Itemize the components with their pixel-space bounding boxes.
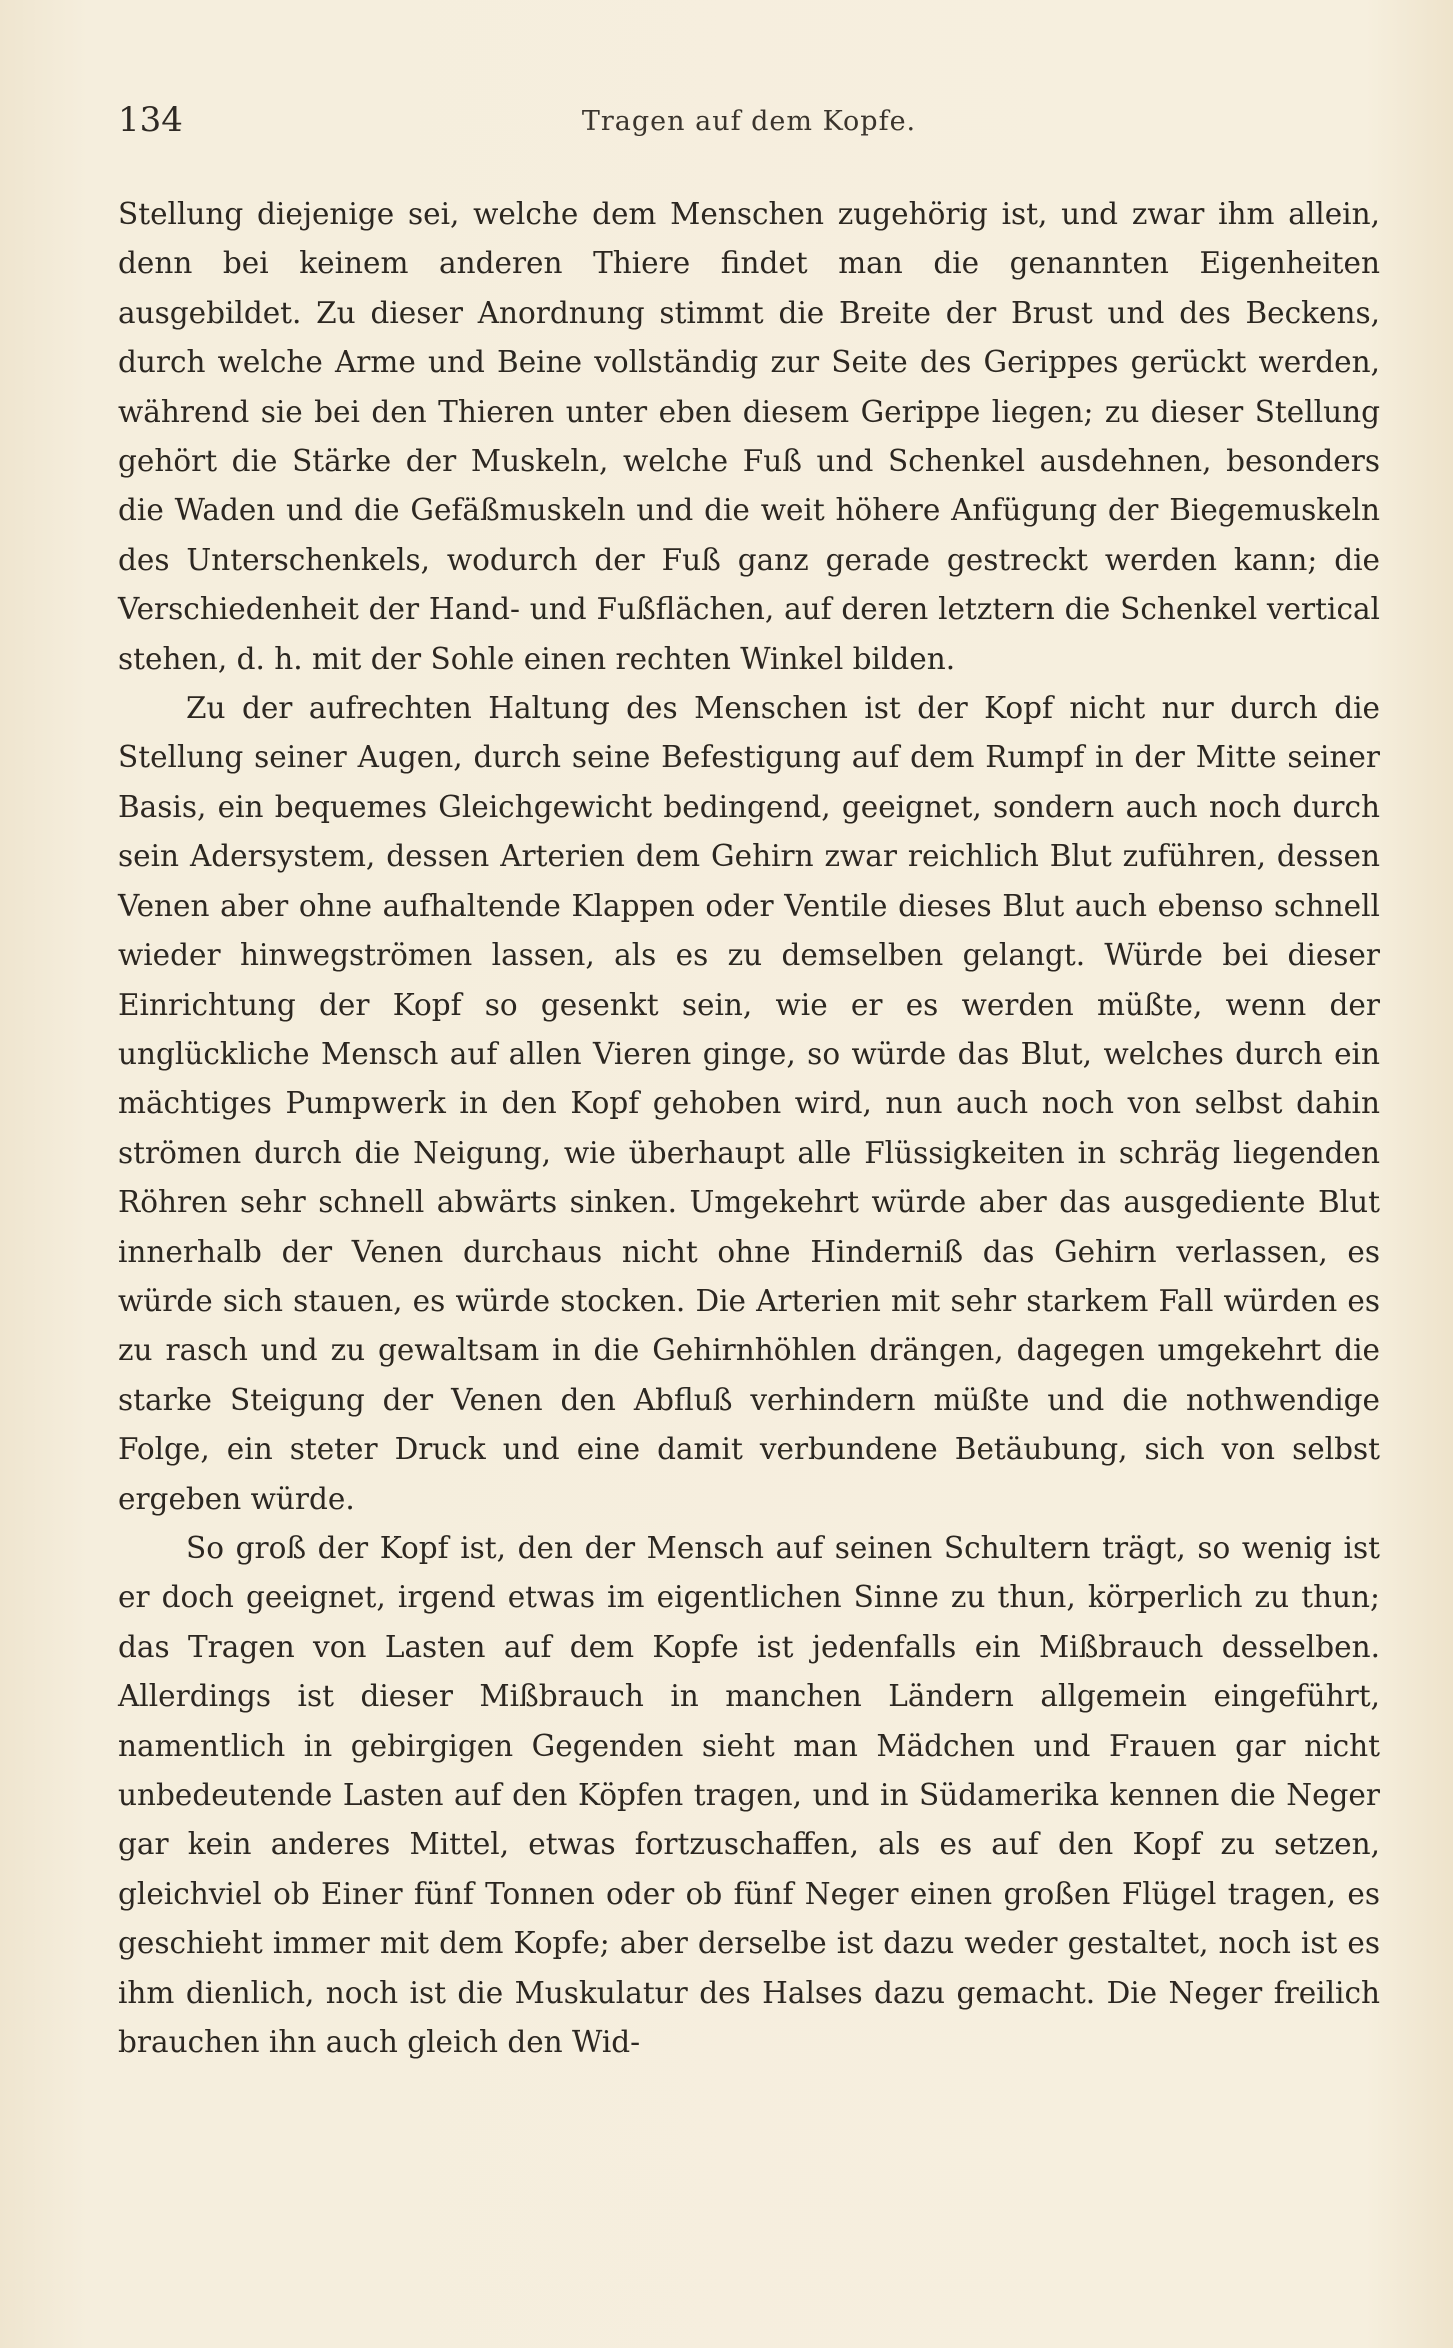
page-header bbox=[118, 100, 1380, 148]
body-text bbox=[118, 190, 1380, 2067]
paragraph-3: So groß der Kopf ist, den der Mensch auf seinen Schultern trägt, so wenig ist er doch geeignet, irgend etwas im eigentlichen Sinne zu thun, körperlich zu thun; das Tragen von Lasten auf dem Kopfe ist jedenfalls ein Mißbrauch desselben. Allerdings ist dieser Mißbrauch in manchen Ländern allgemein eingeführt, namentlich in gebirgigen Gegenden sieht man Mädchen und Frauen gar nicht unbedeutende Lasten auf den Köpfen tragen, und in Südamerika kennen die Neger gar kein anderes Mittel, etwas fortzuschaffen, als es auf den Kopf zu setzen, gleichviel ob Einer fünf Tonnen oder ob fünf Neger einen großen Flügel tragen, es geschieht immer mit dem Kopfe; aber derselbe ist dazu weder gestaltet, noch ist es ihm dienlich, noch ist die Muskulatur des Halses dazu gemacht. Die Neger freilich brauchen ihn auch gleich den Wid- bbox=[118, 1530, 1380, 2060]
page-number: 134 bbox=[118, 100, 183, 140]
paragraph-1: Stellung diejenige sei, welche dem Menschen zugehörig ist, und zwar ihm allein, denn bei keinem anderen Thiere findet man die genannten Eigenheiten ausgebildet. Zu dieser Anordnung stimmt die Breite der Brust und des Beckens, durch welche Arme und Beine vollständig zur Seite des Gerippes gerückt werden, während sie bei den Thieren unter eben diesem Gerippe liegen; zu dieser Stellung gehört die Stärke der Muskeln, welche Fuß und Schenkel ausdehnen, besonders die Waden und die Gefäßmuskeln und die weit höhere Anfügung der Biegemuskeln des Unterschenkels, wodurch der Fuß ganz gerade gestreckt werden kann; die Verschiedenheit der Hand- und Fußflächen, auf deren letztern die Schenkel vertical stehen, d. h. mit der Sohle einen rechten Winkel bilden. bbox=[118, 197, 1380, 676]
running-title: Tragen auf dem Kopfe. bbox=[581, 106, 917, 137]
paragraph-2: Zu der aufrechten Haltung des Menschen ist der Kopf nicht nur durch die Stellung seiner Augen, durch seine Befestigung auf dem Rumpf in der Mitte seiner Basis, ein bequemes Gleichgewicht bedingend, geeignet, sondern auch noch durch sein Adersystem, dessen Arterien dem Gehirn zwar reichlich Blut zuführen, dessen Venen aber ohne aufhaltende Klappen oder Ventile dieses Blut auch ebenso schnell wieder hinwegströmen lassen, als es zu demselben gelangt. Würde bei dieser Einrichtung der Kopf so gesenkt sein, wie er es werden müßte, wenn der unglückliche Mensch auf allen Vieren ginge, so würde das Blut, welches durch ein mächtiges Pumpwerk in den Kopf gehoben wird, nun auch noch von selbst dahin strömen durch die Neigung, wie überhaupt alle Flüssigkeiten in schräg liegenden Röhren sehr schnell abwärts sinken. Umgekehrt würde aber das ausgediente Blut innerhalb der Venen durchaus nicht ohne Hinderniß das Gehirn verlassen, es würde sich stauen, es würde stocken. Die Arterien mit sehr starkem Fall würden es zu rasch und zu gewaltsam in die Gehirnhöhlen drängen, dagegen umgekehrt die starke Steigung der Venen den Abfluß verhindern müßte und die nothwendige Folge, ein steter Druck und eine damit verbundene Betäubung, sich von selbst ergeben würde. bbox=[118, 691, 1380, 1516]
